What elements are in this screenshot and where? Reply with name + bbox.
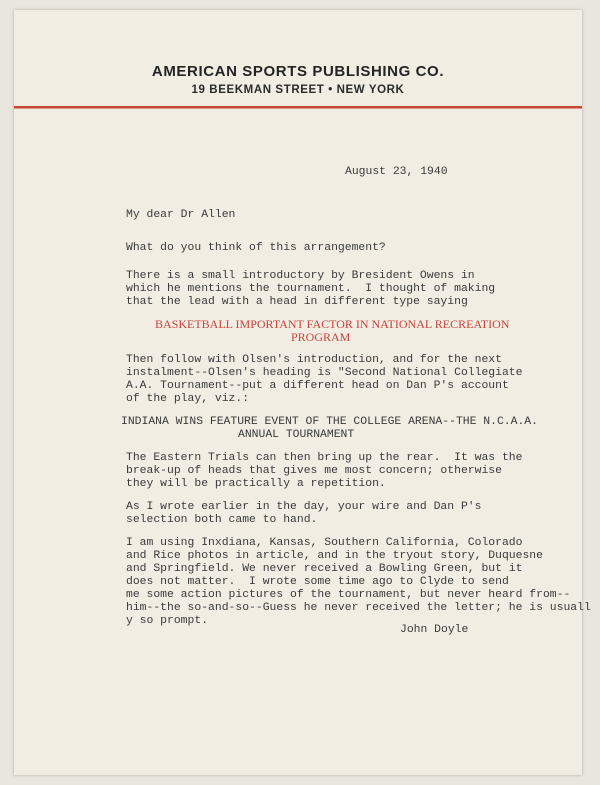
paragraph-2-line: There is a small introductory by Bresident Owens in	[126, 270, 475, 282]
paragraph-6-line: me some action pictures of the tournament, but never heard from--	[126, 589, 571, 601]
paragraph-6-line: y so prompt.	[126, 615, 209, 627]
paragraph-3-line: of the play, viz.:	[126, 393, 250, 405]
headline-2-line: ANNUAL TOURNAMENT	[238, 429, 355, 441]
letterhead-address: 19 BEEKMAN STREET • NEW YORK	[191, 84, 405, 96]
paragraph-6-line: him--the so-and-so--Guess he never received the letter; he is usuall	[126, 602, 591, 614]
paragraph-5-line: selection both came to hand.	[126, 514, 318, 526]
paragraph-3-line: Then follow with Olsen's introduction, and for the next	[126, 354, 502, 366]
letter-page	[14, 10, 591, 775]
paragraph-6-line: I am using Inxdiana, Kansas, Southern California, Colorado	[126, 537, 523, 549]
paragraph-3-line: instalment--Olsen's heading is "Second National Collegiate	[126, 367, 523, 379]
headline-2-line: INDIANA WINS FEATURE EVENT OF THE COLLEGE ARENA--THE N.C.A.A.	[121, 416, 538, 428]
signature: John Doyle	[400, 624, 469, 636]
paragraph-6-line: and Rice photos in article, and in the tryout story, Duquesne	[126, 550, 543, 562]
paragraph-6-line: and Springfield. We never received a Bowling Green, but it	[126, 563, 523, 575]
letterhead-company: AMERICAN SPORTS PUBLISHING CO.	[151, 63, 445, 80]
paragraph-3-line: A.A. Tournament--put a different head on Dan P's account	[126, 380, 509, 392]
paragraph-2-line: which he mentions the tournament. I thought of making	[126, 283, 496, 295]
paragraph-2-line: that the lead with a head in different type saying	[126, 296, 468, 308]
paragraph-4-line: they will be practically a repetition.	[126, 478, 386, 490]
red-headline-line: PROGRAM	[291, 330, 351, 344]
paragraph-5-line: As I wrote earlier in the day, your wire and Dan P's	[126, 501, 482, 513]
salutation: My dear Dr Allen	[126, 209, 236, 221]
paragraph-6-line: does not matter. I wrote some time ago to Clyde to send	[126, 576, 509, 588]
red-headline-line: BASKETBALL IMPORTANT FACTOR IN NATIONAL RECREATION	[155, 317, 510, 331]
paragraph-4-line: The Eastern Trials can then bring up the rear. It was the	[126, 452, 523, 464]
letter-date: August 23, 1940	[345, 166, 448, 178]
letterhead-rule	[14, 106, 582, 109]
paragraph-1: What do you think of this arrangement?	[126, 242, 386, 254]
paragraph-4-line: break-up of heads that gives me most concern; otherwise	[126, 465, 502, 477]
